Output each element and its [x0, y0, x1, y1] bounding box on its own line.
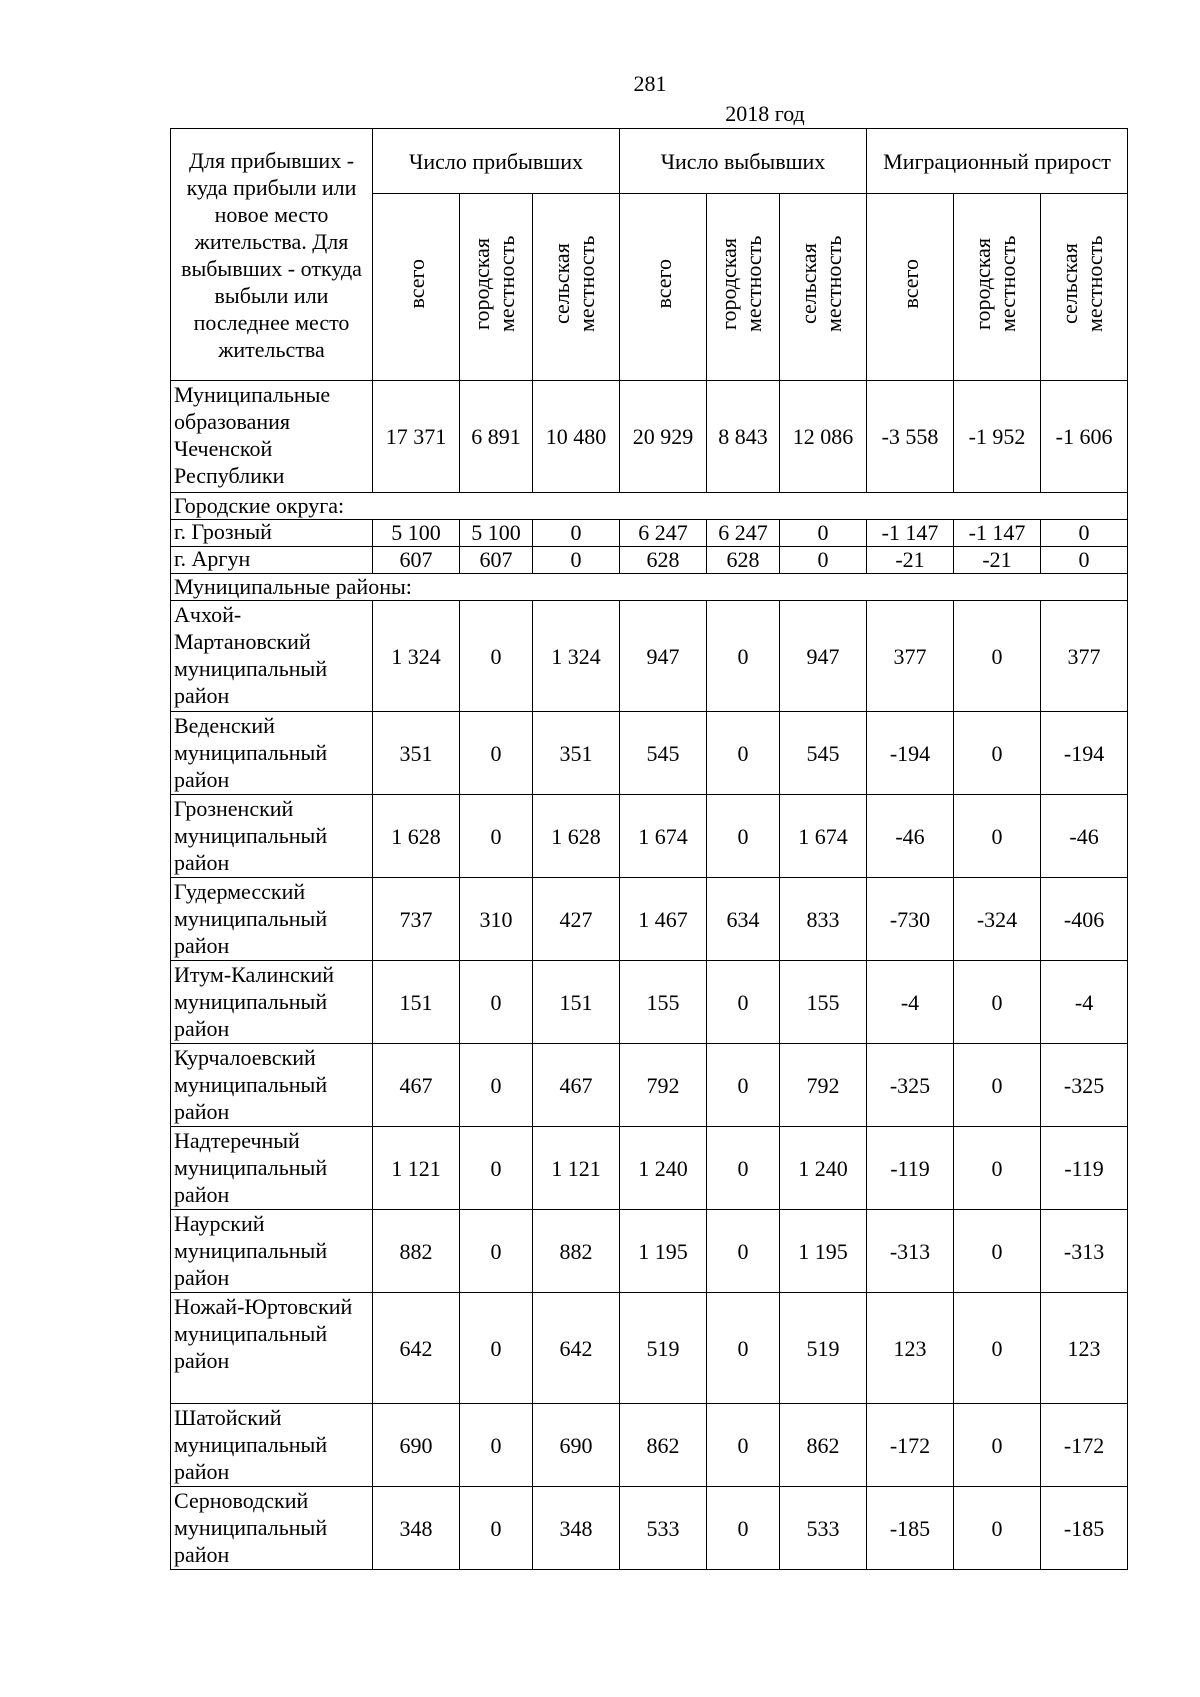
value-cell: -1 952 — [954, 381, 1041, 493]
table-row — [171, 1044, 1128, 1127]
value-cell: 947 — [620, 601, 707, 712]
table-row — [171, 878, 1128, 961]
subheader-total: всего — [867, 194, 954, 381]
row-label: г. Аргун — [171, 547, 373, 574]
value-cell: -406 — [1041, 878, 1128, 961]
stub-header: Для прибывших - куда прибыли или новое место жительства. Для выбывших - откуда выбыли или последнее место жительства — [171, 129, 373, 381]
value-cell: 862 — [620, 1404, 707, 1487]
subheader-urban: городская местность — [460, 194, 533, 381]
value-cell: 8 843 — [707, 381, 780, 493]
value-cell: 0 — [707, 961, 780, 1044]
value-cell: 0 — [533, 547, 620, 574]
value-cell: 12 086 — [780, 381, 867, 493]
row-label: Шатойский муниципальный район — [171, 1404, 373, 1487]
value-cell: -325 — [1041, 1044, 1128, 1127]
value-cell: -194 — [1041, 712, 1128, 795]
value-cell: -21 — [867, 547, 954, 574]
value-cell: 0 — [707, 1044, 780, 1127]
section-title-urban: Городские округа: — [171, 493, 1128, 520]
value-cell: -46 — [867, 795, 954, 878]
value-cell: -3 558 — [867, 381, 954, 493]
value-cell: -185 — [1041, 1487, 1128, 1570]
value-cell: -1 606 — [1041, 381, 1128, 493]
value-cell: -119 — [867, 1127, 954, 1210]
row-label: Веденский муниципальный район — [171, 712, 373, 795]
table-row — [171, 1293, 1128, 1404]
value-cell: -313 — [867, 1210, 954, 1293]
subheader-rural: сельская местность — [1041, 194, 1128, 381]
value-cell: 0 — [460, 712, 533, 795]
page-number: 281 — [633, 71, 667, 96]
value-cell: 1 628 — [373, 795, 460, 878]
value-cell: 0 — [707, 1404, 780, 1487]
value-cell: 1 628 — [533, 795, 620, 878]
value-cell: 155 — [620, 961, 707, 1044]
value-cell: -1 147 — [867, 520, 954, 547]
value-cell: 0 — [780, 547, 867, 574]
value-cell: 1 674 — [780, 795, 867, 878]
value-cell: 533 — [780, 1487, 867, 1570]
table-row — [171, 712, 1128, 795]
value-cell: 0 — [460, 1044, 533, 1127]
value-cell: 0 — [460, 795, 533, 878]
value-cell: 0 — [460, 961, 533, 1044]
value-cell: -119 — [1041, 1127, 1128, 1210]
row-label: г. Грозный — [171, 520, 373, 547]
table-row — [171, 1487, 1128, 1570]
value-cell: 348 — [533, 1487, 620, 1570]
value-cell: 1 195 — [620, 1210, 707, 1293]
value-cell: 0 — [707, 1210, 780, 1293]
value-cell: 533 — [620, 1487, 707, 1570]
value-cell: 10 480 — [533, 381, 620, 493]
year-caption: 2018 год — [725, 101, 805, 126]
table-row — [171, 520, 1128, 547]
subheader-rural: сельская местность — [533, 194, 620, 381]
group-header-departures: Число выбывших — [620, 129, 867, 194]
value-cell: 833 — [780, 878, 867, 961]
value-cell: -313 — [1041, 1210, 1128, 1293]
value-cell: 6 247 — [707, 520, 780, 547]
row-label: Ножай-Юртовский муниципальный район — [171, 1293, 373, 1404]
value-cell: 310 — [460, 878, 533, 961]
group-header-arrivals: Число прибывших — [373, 129, 620, 194]
value-cell: 0 — [707, 1127, 780, 1210]
value-cell: 690 — [533, 1404, 620, 1487]
value-cell: 0 — [954, 1293, 1041, 1404]
value-cell: 0 — [780, 520, 867, 547]
row-label: Гудермесский муниципальный район — [171, 878, 373, 961]
value-cell: 1 121 — [533, 1127, 620, 1210]
row-label: Серноводский муниципальный район — [171, 1487, 373, 1570]
table-row — [171, 795, 1128, 878]
value-cell: 467 — [373, 1044, 460, 1127]
table-row — [171, 1210, 1128, 1293]
value-cell: 1 240 — [780, 1127, 867, 1210]
value-cell: -185 — [867, 1487, 954, 1570]
subheader-total: всего — [620, 194, 707, 381]
value-cell: 1 195 — [780, 1210, 867, 1293]
section-row — [171, 493, 1128, 520]
value-cell: 0 — [954, 1044, 1041, 1127]
value-cell: 628 — [620, 547, 707, 574]
subheader-urban: городская местность — [954, 194, 1041, 381]
value-cell: 947 — [780, 601, 867, 712]
value-cell: 1 467 — [620, 878, 707, 961]
value-cell: 348 — [373, 1487, 460, 1570]
value-cell: 519 — [620, 1293, 707, 1404]
value-cell: 792 — [780, 1044, 867, 1127]
value-cell: 0 — [954, 795, 1041, 878]
value-cell: 1 240 — [620, 1127, 707, 1210]
value-cell: 0 — [954, 1127, 1041, 1210]
table-row — [171, 547, 1128, 574]
value-cell: -194 — [867, 712, 954, 795]
value-cell: 0 — [954, 1210, 1041, 1293]
value-cell: 792 — [620, 1044, 707, 1127]
value-cell: 0 — [533, 520, 620, 547]
value-cell: 690 — [373, 1404, 460, 1487]
table-row — [171, 601, 1128, 712]
table-row — [171, 961, 1128, 1044]
value-cell: 151 — [533, 961, 620, 1044]
value-cell: 0 — [954, 601, 1041, 712]
value-cell: 607 — [373, 547, 460, 574]
value-cell: -325 — [867, 1044, 954, 1127]
value-cell: 862 — [780, 1404, 867, 1487]
value-cell: 1 121 — [373, 1127, 460, 1210]
section-title-districts: Муниципальные районы: — [171, 574, 1128, 601]
value-cell: 0 — [954, 712, 1041, 795]
value-cell: 6 247 — [620, 520, 707, 547]
subheader-total: всего — [373, 194, 460, 381]
value-cell: 151 — [373, 961, 460, 1044]
group-header-net-migration: Миграционный прирост — [867, 129, 1128, 194]
migration-table — [170, 128, 1128, 1570]
value-cell: -1 147 — [954, 520, 1041, 547]
value-cell: 545 — [620, 712, 707, 795]
value-cell: 0 — [1041, 520, 1128, 547]
value-cell: 0 — [954, 1487, 1041, 1570]
value-cell: 882 — [533, 1210, 620, 1293]
table-row — [171, 1127, 1128, 1210]
value-cell: 155 — [780, 961, 867, 1044]
value-cell: 0 — [1041, 547, 1128, 574]
row-label: Муниципальные образования Чеченской Республики — [171, 381, 373, 493]
value-cell: 1 674 — [620, 795, 707, 878]
value-cell: 519 — [780, 1293, 867, 1404]
value-cell: 642 — [373, 1293, 460, 1404]
value-cell: 634 — [707, 878, 780, 961]
value-cell: 1 324 — [533, 601, 620, 712]
value-cell: 0 — [707, 1487, 780, 1570]
value-cell: 1 324 — [373, 601, 460, 712]
value-cell: -324 — [954, 878, 1041, 961]
subheader-rural: сельская местность — [780, 194, 867, 381]
value-cell: 377 — [1041, 601, 1128, 712]
value-cell: 467 — [533, 1044, 620, 1127]
value-cell: 642 — [533, 1293, 620, 1404]
value-cell: 0 — [707, 712, 780, 795]
value-cell: 628 — [707, 547, 780, 574]
row-label: Ачхой-Мартановский муниципальный район — [171, 601, 373, 712]
value-cell: 123 — [867, 1293, 954, 1404]
value-cell: 545 — [780, 712, 867, 795]
value-cell: 6 891 — [460, 381, 533, 493]
value-cell: 0 — [707, 795, 780, 878]
value-cell: 20 929 — [620, 381, 707, 493]
row-label: Наурский муниципальный район — [171, 1210, 373, 1293]
value-cell: 0 — [460, 1210, 533, 1293]
value-cell: 0 — [460, 1127, 533, 1210]
value-cell: 0 — [954, 961, 1041, 1044]
row-label: Грозненский муниципальный район — [171, 795, 373, 878]
value-cell: 5 100 — [460, 520, 533, 547]
value-cell: 737 — [373, 878, 460, 961]
value-cell: 0 — [460, 1404, 533, 1487]
value-cell: 351 — [373, 712, 460, 795]
value-cell: 5 100 — [373, 520, 460, 547]
value-cell: 427 — [533, 878, 620, 961]
section-row — [171, 574, 1128, 601]
table-row-total — [171, 381, 1128, 493]
row-label: Итум-Калинский муниципальный район — [171, 961, 373, 1044]
value-cell: -4 — [867, 961, 954, 1044]
value-cell: 0 — [460, 1293, 533, 1404]
value-cell: 0 — [707, 1293, 780, 1404]
value-cell: -4 — [1041, 961, 1128, 1044]
row-label: Курчалоевский муниципальный район — [171, 1044, 373, 1127]
value-cell: 17 371 — [373, 381, 460, 493]
table-row — [171, 1404, 1128, 1487]
value-cell: 607 — [460, 547, 533, 574]
value-cell: 123 — [1041, 1293, 1128, 1404]
value-cell: -46 — [1041, 795, 1128, 878]
value-cell: -172 — [1041, 1404, 1128, 1487]
value-cell: -730 — [867, 878, 954, 961]
row-label: Надтеречный муниципальный район — [171, 1127, 373, 1210]
subheader-urban: городская местность — [707, 194, 780, 381]
value-cell: 351 — [533, 712, 620, 795]
value-cell: -172 — [867, 1404, 954, 1487]
value-cell: -21 — [954, 547, 1041, 574]
value-cell: 0 — [460, 601, 533, 712]
value-cell: 0 — [954, 1404, 1041, 1487]
value-cell: 882 — [373, 1210, 460, 1293]
value-cell: 0 — [460, 1487, 533, 1570]
value-cell: 0 — [707, 601, 780, 712]
value-cell: 377 — [867, 601, 954, 712]
